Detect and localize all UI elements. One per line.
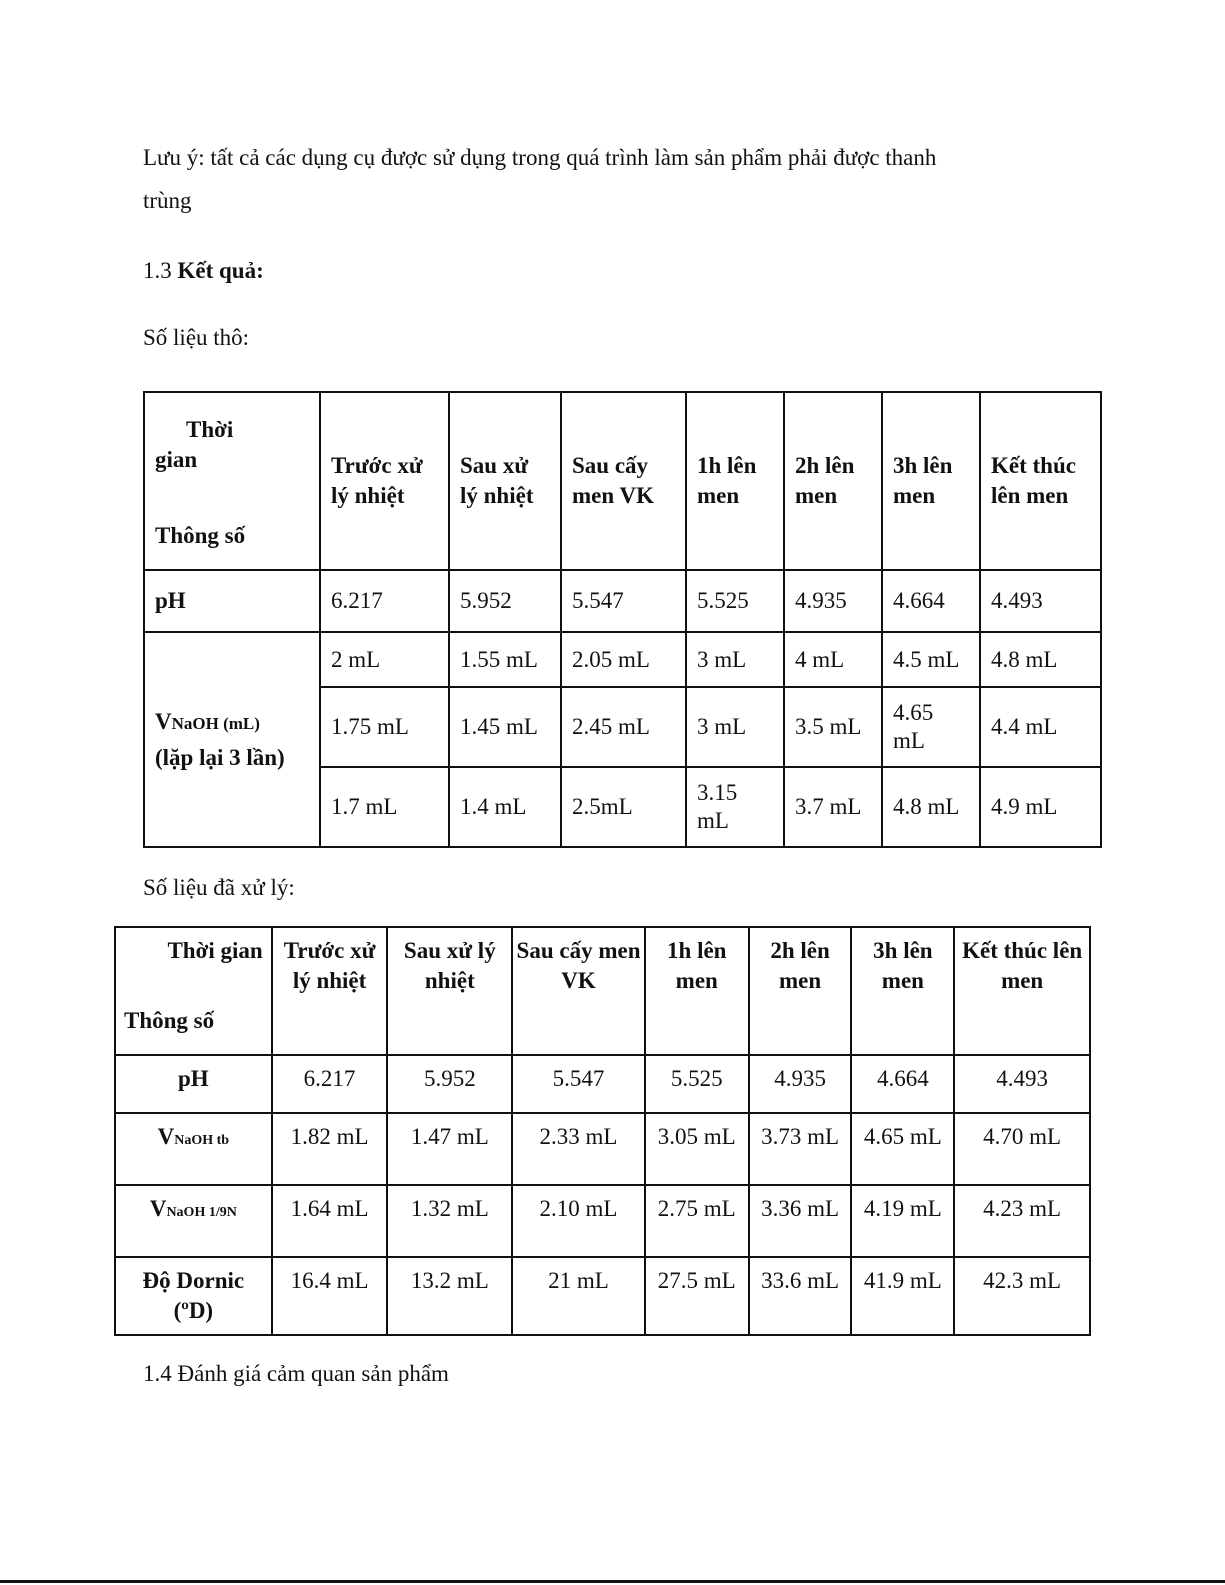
processed-header-cell: Sau xử lý nhiệt xyxy=(387,927,512,1055)
raw-header-cell: 1h lên men xyxy=(686,392,784,570)
table-cell: 27.5 mL xyxy=(645,1257,749,1335)
processed-corner-cell xyxy=(115,927,272,1055)
processed-dornic-row xyxy=(115,1257,1090,1335)
table-cell: 1.45 mL xyxy=(449,687,561,767)
note-line-2: trùng xyxy=(143,188,192,213)
note-line-1: Lưu ý: tất cả các dụng cụ được sử dụng trong quá trình làm sản phẩm phải được thanh xyxy=(143,145,937,170)
table-cell: 2.05 mL xyxy=(561,632,686,687)
table-cell: 1.55 mL xyxy=(449,632,561,687)
table-cell: 4.664 xyxy=(882,570,980,632)
table-cell: 16.4 mL xyxy=(272,1257,388,1335)
processed-header-cell: Trước xử lý nhiệt xyxy=(272,927,388,1055)
table-cell: 4.4 mL xyxy=(980,687,1101,767)
table-cell: 4.9 mL xyxy=(980,767,1101,847)
corner-param: Thông số xyxy=(155,523,246,548)
table-cell: 2 mL xyxy=(320,632,449,687)
table-cell: 5.525 xyxy=(686,570,784,632)
table-cell: 2.10 mL xyxy=(512,1185,645,1257)
row-label: Độ Dornic (ºD) xyxy=(115,1257,272,1335)
processed-header-row xyxy=(115,927,1090,1055)
raw-header-cell: Kết thúc lên men xyxy=(980,392,1101,570)
processed-header-cell: 2h lên men xyxy=(749,927,852,1055)
table-cell: 4.664 xyxy=(851,1055,954,1113)
table-cell: 1.47 mL xyxy=(387,1113,512,1185)
table-cell: 42.3 mL xyxy=(954,1257,1090,1335)
table-cell: 3.5 mL xyxy=(784,687,882,767)
table-cell: 4.5 mL xyxy=(882,632,980,687)
table-cell: 4.935 xyxy=(784,570,882,632)
table-cell: 4.493 xyxy=(980,570,1101,632)
section-heading-1-4: 1.4 Đánh giá cảm quan sản phẩm xyxy=(143,1361,449,1386)
raw-header-cell: Sau cấy men VK xyxy=(561,392,686,570)
table-cell: 13.2 mL xyxy=(387,1257,512,1335)
table-cell: 6.217 xyxy=(320,570,449,632)
table-cell: 3.73 mL xyxy=(749,1113,852,1185)
processed-header-cell: Sau cấy men VK xyxy=(512,927,645,1055)
table-cell: 4.65 mL xyxy=(882,687,980,767)
table-cell: 41.9 mL xyxy=(851,1257,954,1335)
table-cell: 5.547 xyxy=(561,570,686,632)
row-label: VNaOH tb xyxy=(115,1113,272,1185)
table-cell: 2.5mL xyxy=(561,767,686,847)
corner-time: Thời gian xyxy=(167,938,263,963)
row-label: VNaOH 1/9N xyxy=(115,1185,272,1257)
table-cell: 4.8 mL xyxy=(882,767,980,847)
table-cell: 4.19 mL xyxy=(851,1185,954,1257)
raw-header-cell: 2h lên men xyxy=(784,392,882,570)
table-cell: 3.15 mL xyxy=(686,767,784,847)
table-cell: 6.217 xyxy=(272,1055,388,1113)
table-cell: 3.05 mL xyxy=(645,1113,749,1185)
section-number: 1.3 xyxy=(143,258,172,283)
table-cell: 5.952 xyxy=(449,570,561,632)
processed-ph-row xyxy=(115,1055,1090,1113)
table-cell: 1.7 mL xyxy=(320,767,449,847)
raw-ph-row xyxy=(144,570,1101,632)
processed-data-table xyxy=(114,926,1091,1336)
processed-header-cell: Kết thúc lên men xyxy=(954,927,1090,1055)
table-cell: 4.935 xyxy=(749,1055,852,1113)
ph-label: pH xyxy=(144,570,320,632)
table-cell: 4.70 mL xyxy=(954,1113,1090,1185)
raw-vnaoh-row xyxy=(144,632,1101,687)
table-cell: 5.952 xyxy=(387,1055,512,1113)
table-cell: 1.82 mL xyxy=(272,1113,388,1185)
table-cell: 5.547 xyxy=(512,1055,645,1113)
table-cell: 1.32 mL xyxy=(387,1185,512,1257)
raw-header-cell: 3h lên men xyxy=(882,392,980,570)
table-cell: 2.75 mL xyxy=(645,1185,749,1257)
raw-data-table xyxy=(143,391,1102,848)
table-cell: 4.23 mL xyxy=(954,1185,1090,1257)
table-cell: 1.75 mL xyxy=(320,687,449,767)
table-cell: 1.64 mL xyxy=(272,1185,388,1257)
raw-header-row xyxy=(144,392,1101,570)
processed-header-cell: 1h lên men xyxy=(645,927,749,1055)
table-cell: 4.65 mL xyxy=(851,1113,954,1185)
table-cell: 3 mL xyxy=(686,687,784,767)
section-heading-1-3 xyxy=(143,256,264,286)
table-cell: 4 mL xyxy=(784,632,882,687)
corner-param: Thông số xyxy=(124,1008,215,1033)
corner-time-1: Thời xyxy=(186,417,234,442)
table-cell: 2.45 mL xyxy=(561,687,686,767)
section-title: Kết quả: xyxy=(177,258,264,283)
vnaoh-label: VNaOH (mL) (lặp lại 3 lần) xyxy=(144,632,320,847)
table-cell: 3.7 mL xyxy=(784,767,882,847)
page-bottom-border xyxy=(0,1580,1225,1583)
processed-data-caption: Số liệu đã xử lý: xyxy=(143,875,295,900)
table-cell: 2.33 mL xyxy=(512,1113,645,1185)
table-cell: 1.4 mL xyxy=(449,767,561,847)
table-cell: 3 mL xyxy=(686,632,784,687)
table-cell: 4.8 mL xyxy=(980,632,1101,687)
raw-corner-cell xyxy=(144,392,320,570)
processed-vnaoh-tb-row xyxy=(115,1113,1090,1185)
processed-header-cell: 3h lên men xyxy=(851,927,954,1055)
table-cell: 3.36 mL xyxy=(749,1185,852,1257)
table-cell: 4.493 xyxy=(954,1055,1090,1113)
table-cell: 21 mL xyxy=(512,1257,645,1335)
raw-header-cell: Trước xử lý nhiệt xyxy=(320,392,449,570)
corner-time-2: gian xyxy=(155,447,198,472)
table-cell: 5.525 xyxy=(645,1055,749,1113)
processed-vnaoh-19n-row xyxy=(115,1185,1090,1257)
raw-header-cell: Sau xử lý nhiệt xyxy=(449,392,561,570)
raw-data-caption: Số liệu thô: xyxy=(143,325,250,350)
row-label: pH xyxy=(115,1055,272,1113)
table-cell: 33.6 mL xyxy=(749,1257,852,1335)
